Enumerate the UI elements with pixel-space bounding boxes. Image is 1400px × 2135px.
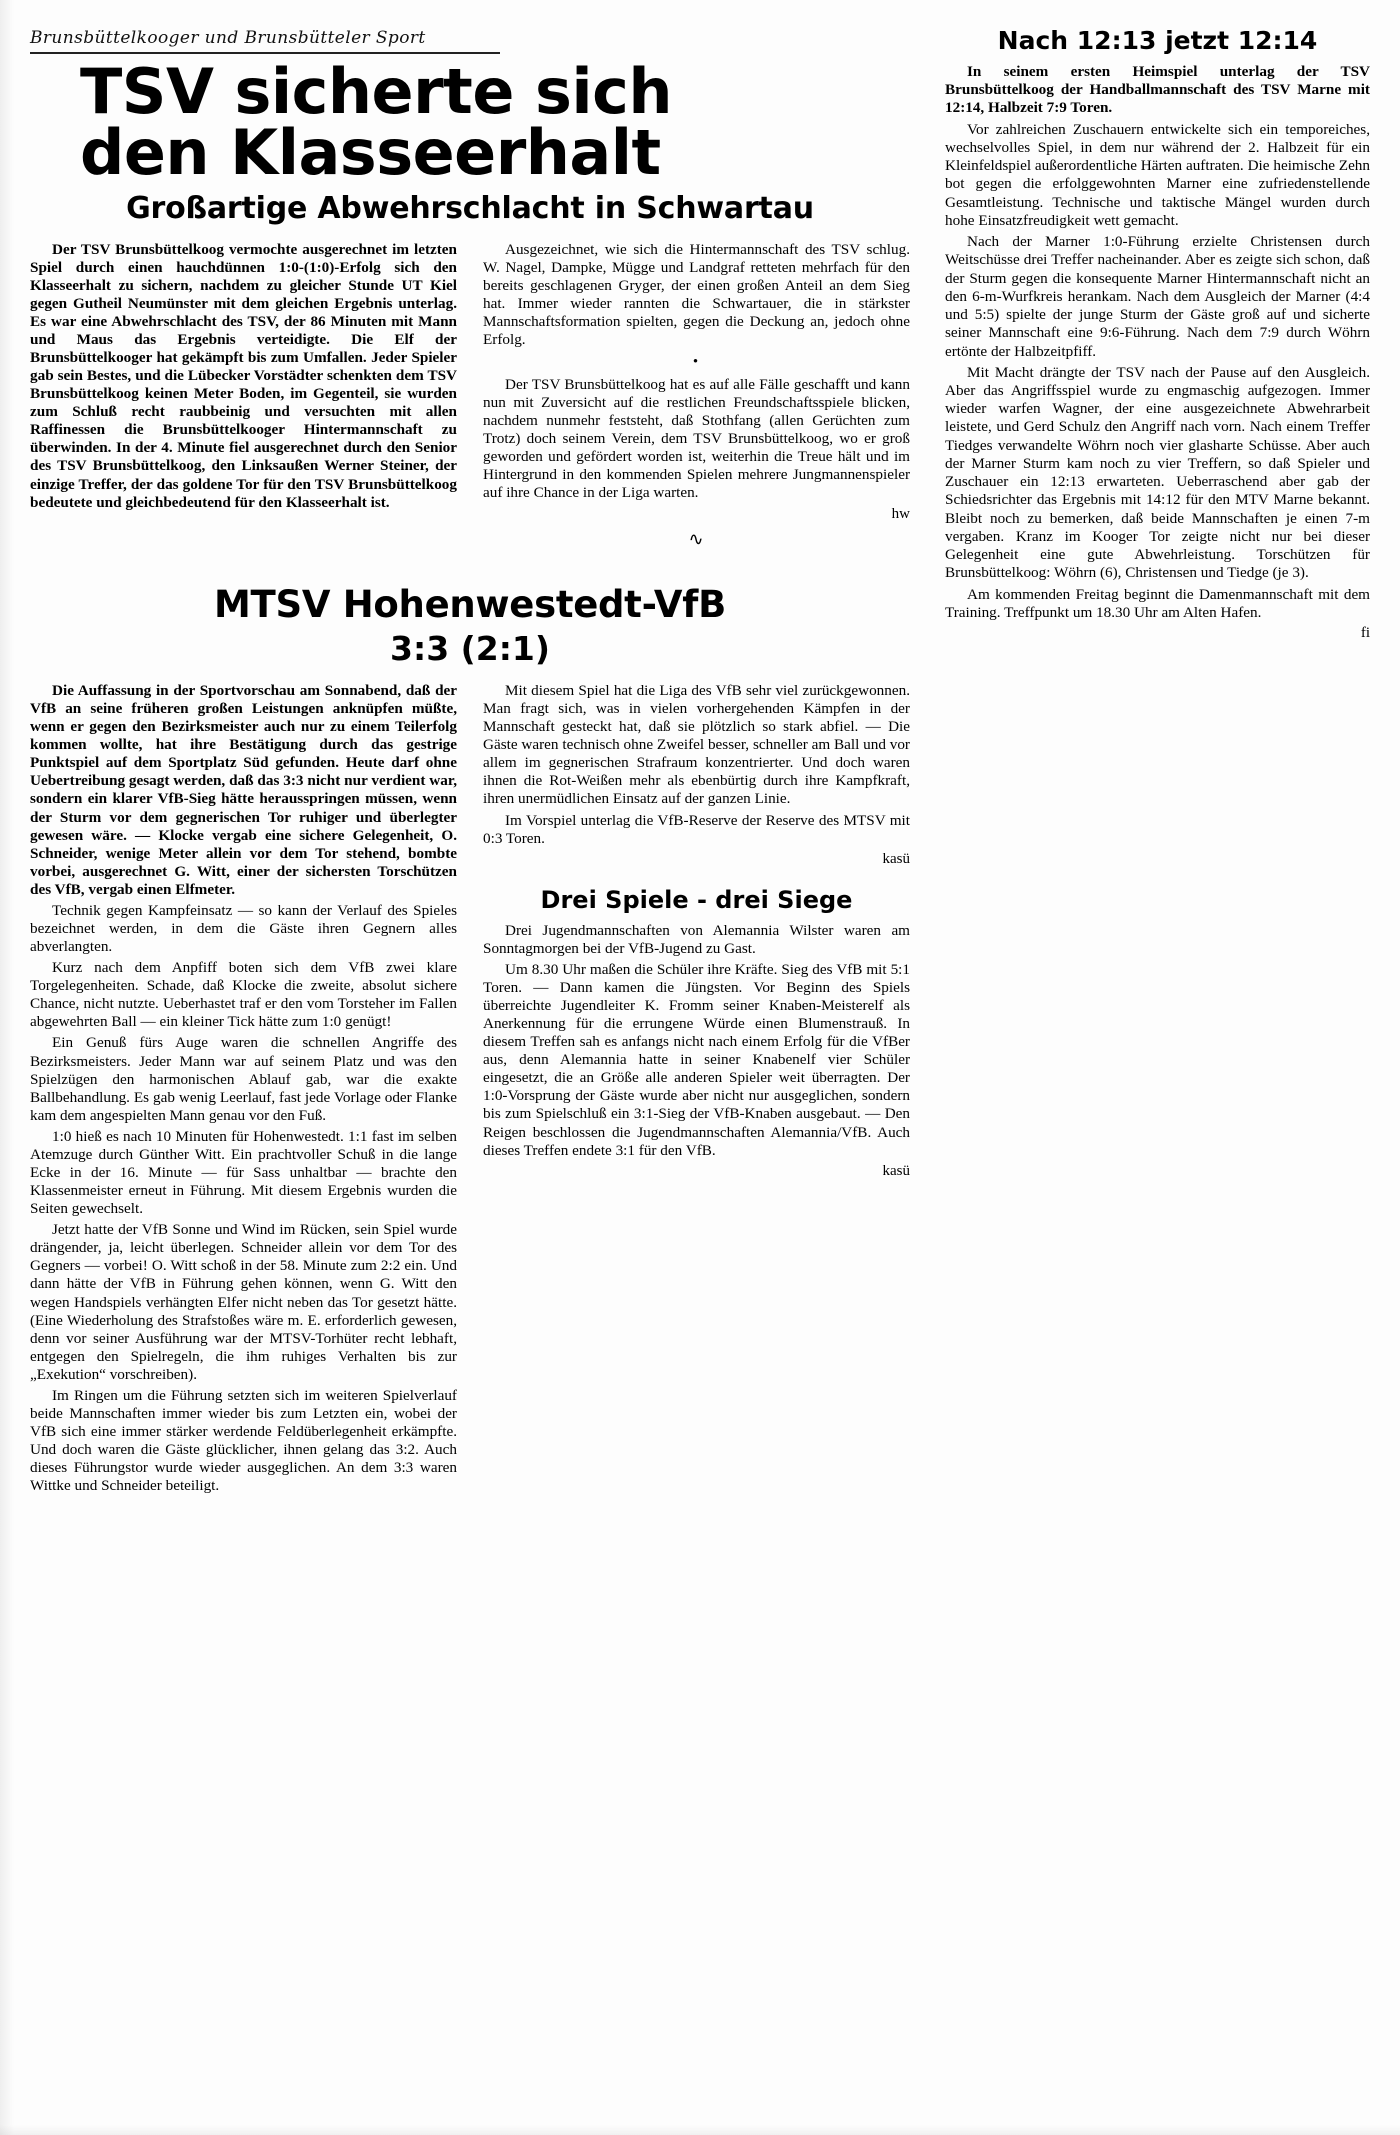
paragraph-separator-dot: • (692, 353, 701, 370)
article-mtsv-hohenwestedt (30, 584, 910, 1499)
article1-subheadline: Großartige Abwehrschlacht in Schwartau (126, 190, 814, 226)
paragraph: Technik gegen Kampfeinsatz — so kann der Verlauf des Spieles bezeichnet werden, in dem die Gäste ihren Gegnern alles abverlangten. (30, 901, 457, 956)
article1-headline (80, 55, 910, 189)
article-handball-marne (945, 26, 1370, 642)
scan-edge-bottom (0, 2125, 1400, 2135)
paragraph: Im Vorspiel unterlag die VfB-Reserve der Reserve des MTSV mit 0:3 Toren. (483, 811, 910, 847)
article1-headline-line1: TSV sicherte sich (80, 55, 673, 128)
article3-signature: kasü (882, 1162, 910, 1179)
article2-body (30, 682, 910, 1498)
paragraph: Jetzt hatte der VfB Sonne und Wind im Rücken, sein Spiel wurde drängender, ja, leicht überlegen. Schneider allein vor dem Tor des Gegners — vorbei! O. Witt schoß in der 58. Minute zum 2:2 ein. Und dann hätte der VfB in Führung gehen können, wenn G. Witt den wegen Handspiels verhängten Elfer nicht neben das Tor gesetzt hätte. (Eine Wiederholung des Strafstoßes wäre m. E. erforderlich gewesen, denn vor seiner Ausführung war der MTSV-Torhüter recht lebhaft, entgegen den Spielregeln, die ihm ruhiges Verhalten bis zur „Exekution“ vorschreiben). (30, 1221, 457, 1383)
paragraph: Um 8.30 Uhr maßen die Schüler ihre Kräfte. Sieg des VfB mit 5:1 Toren. — Dann kamen die Jüngsten. Vor Beginn des Spiels überreichte Jugendleiter K. Fromm seiner Knaben-Meisterelf als Anerkennung für die errungene Würde einen Blumenstrauß. In diesem Treffen sah es anfangs nicht nach einem Erfolg für die VfBer aus, denn Alemannia hatte in seiner Knabenelf vier Schüler eingesetzt, die an Größe alle anderen Spieler weit überragten. Der 1:0-Vorsprung der Gäste wurde aber nicht nur ausgeglichen, sondern bis zum Spielschluß ein 3:1-Sieg der VfB-Knaben ausgebaut. — Den Reigen beschlossen die Jugendmannschaften Alemannia/VfB. Auch dieses Treffen endete 3:1 für den VfB. (483, 960, 910, 1159)
article1-headline-line2: den Klasseerhalt (80, 115, 661, 189)
article2-headline: MTSV Hohenwestedt-VfB (214, 582, 726, 626)
paragraph: Mit diesem Spiel hat die Liga des VfB sehr viel zurückgewonnen. Man fragt sich, was in vielen vorhergehenden Kämpfen in der Mannschaft gesteckt hat, daß sie plötzlich so stark abfiel. — Die Gäste waren technisch ohne Zweifel besser, schneller am Ball und vor allem im gegnerischen Strafraum konzentrierter. Und doch waren ihnen die Rot-Weißen mehr als ebenbürtig durch ihre Kampfkraft, ihren unermüdlichen Einsatz auf der ganzen Linie. (483, 681, 910, 808)
article2-col1 (30, 682, 457, 1498)
paragraph: Die Auffassung in der Sportvorschau am Sonnabend, daß der VfB an seine früheren großen Leistungen anknüpfen müßte, wenn er gegen den Bezirksmeister auch nur zu einem Teilerfolg kommen wollte, hat ihre Bestätigung durch das gestrige Punktspiel auf dem Sportplatz Süd gefunden. Heute darf ohne Uebertreibung gesagt werden, daß das 3:3 nicht nur verdient war, sondern ein klarer VfB-Sieg hätte herausspringen müssen, wenn der Sturm vor dem gegnerischen Tor ruhiger und überlegter gewesen wäre. — Klocke vergab eine sichere Gelegenheit, O. Schneider, wenige Meter allein vor dem Tor stehend, bombte vorbei, ausgerechnet G. Witt, einer der sichersten Torschützen des VfB, vergab einen Elfmeter. (30, 681, 457, 898)
article1-col1 (30, 241, 457, 558)
paragraph: Vor zahlreichen Zuschauern entwickelte sich ein temporeiches, wechselvolles Spiel, in dem nur während der 2. Halbzeit für ein Kleinfeldspiel außerordentliche Härten auftraten. Die heimische Zehn bot gegen die erfolggewohnten Marner eine zufriedenstellende Gesamtleistung. Technische und taktische Mängel wurden durch hohe Einsatzfreudigkeit wett gemacht. (945, 120, 1370, 229)
article-drei-spiele (483, 886, 910, 1180)
paragraph: Am kommenden Freitag beginnt die Damenmannschaft mit dem Training. Treffpunkt um 18.30 Uhr am Alten Hafen. (945, 585, 1370, 621)
paragraph: Im Ringen um die Führung setzten sich im weiteren Spielverlauf beide Mannschaften immer wieder bis zum Letzten ein, wobei der VfB sich eine immer stärker werdende Feldüberlegenheit erkämpfte. Und doch waren die Gäste glücklicher, ihnen gelang das 3:2. Auch dieses Führungstor wurde wieder ausgeglichen. An dem 3:3 waren Wittke und Schneider beteiligt. (30, 1386, 457, 1495)
paragraph: Der TSV Brunsbüttelkoog vermochte ausgerechnet im letzten Spiel durch einen hauchdünnen 1:0-(1:0)-Erfolg sich den Klasseerhalt zu sichern, nachdem zu gleicher Stunde UT Kiel gegen Gutheil Neumünster mit dem gleichen Ergebnis unterlag. Es war eine Abwehrschlacht des TSV, der 86 Minuten mit Mann und Maus das Ergebnis verteidigte. Die Elf der Brunsbüttelkooger hat gekämpft bis zum Umfallen. Jeder Spieler gab sein Bestes, und die Lübecker Vorstädter schenkten dem TSV Brunsbüttelkoog keinen Meter Boden, im Gegenteil, sie wurden zum Schluß recht raubbeinig und versuchten mit allen Raffinessen die Brunsbüttelkooger Hintermannschaft zu überwinden. In der 4. Minute fiel ausgerechnet durch den Senior des TSV Brunsbüttelkoog, den Linksaußen Werner Steiner, der einzige Treffer, der das goldene Tor für den TSV Brunsbüttelkoog bedeutete und gleichbedeutend für den Klasseerhalt ist. (30, 240, 457, 511)
article2-col2 (483, 682, 910, 1498)
article4-signature: fi (1360, 625, 1370, 642)
article1-signature: hw (891, 505, 910, 522)
paragraph: 1:0 hieß es nach 10 Minuten für Hohenwestedt. 1:1 fast im selben Atemzuge durch Günther Witt. Ein prachtvoller Schuß in die lange Ecke in der 16. Minute — für Sass unhaltbar — brachte den Klassenmeister erneut in Führung. Mit diesem Ergebnis wurden die Seiten gewechselt. (30, 1127, 457, 1218)
section-separator-icon: ∿ (688, 528, 705, 549)
main-column (30, 55, 910, 1498)
scan-edge-left (0, 0, 14, 2135)
paragraph: Kurz nach dem Anpfiff boten sich dem VfB zwei klare Torgelegenheiten. Schade, daß Klocke die zweite, absolut sichere Chance, nicht nutzte. Ueberhastet traf er den vom Torsteher im Fallen abgewehrten Ball — ein kleiner Tick hätte zum 1:0 genügt! (30, 959, 457, 1031)
paragraph: Mit Macht drängte der TSV nach der Pause auf den Ausgleich. Aber das Angriffsspiel wurde zu engmaschig aufgezogen. Immer wieder warfen Wagner, der eine ausgezeichnete Abwehrarbeit leistete, und Gerd Schulz den Angriff nach vorn. Nach einem Treffer Tiedges verwandelte Wöhrn noch vier glasharte Schüsse. Aber auch der Marner Sturm kam noch zu vier Treffern, so daß Spieler und Zuschauer ein 12:13 erwarteten. Ueberraschend aber gab der Schiedsrichter das Ergebnis mit 14:12 für den MTV Marne bekannt. Bleibt noch zu bemerken, daß beide Mannschaften je einen 7-m vergaben. Kranz im Kooger Tor zeigte nicht nur bei dieser Gelegenheit eine gute Abwehrleistung. Torschützen für Brunsbüttelkoog: Wöhrn (6), Christensen und Tiedge (je 3). (945, 363, 1370, 582)
article3-headline: Drei Spiele - drei Siege (540, 885, 853, 914)
paragraph: In seinem ersten Heimspiel unterlag der TSV Brunsbüttelkoog der Handballmannschaft des TSV Marne mit 12:14, Halbzeit 7:9 Toren. (945, 63, 1370, 117)
paragraph: Ausgezeichnet, wie sich die Hintermannschaft des TSV schlug. W. Nagel, Dampke, Mügge und Landgraf retteten mehrfach für den bereits geschlagenen Gryger, der einen großen Anteil an dem Sieg hat. Immer wieder rannten die Schwartauer, die in stärkster Mannschaftsformation spielten, gegen die Deckung an, jedoch ohne Erfolg. (483, 240, 910, 348)
article1-body (30, 241, 910, 558)
article2-signature: kasü (882, 850, 910, 867)
masthead: Brunsbüttelkooger und Brunsbütteler Sport (30, 28, 500, 54)
paragraph: Der TSV Brunsbüttelkoog hat es auf alle Fälle geschafft und kann nun mit Zuversicht auf die restlichen Freundschaftsspiele blicken, nachdem nunmehr feststeht, daß Stothfang (allen Gerüchten zum Trotz) doch seinem Verein, dem TSV Brunsbüttelkoog, wo er groß geworden und gefördert worden ist, weiterhin die Treue hält und im Hintergrund in den kommenden Spielen mehrere Jungmannenspieler auf ihre Chance in der Liga warten. (483, 375, 910, 502)
article-tsv-klasseerhalt (30, 55, 910, 558)
article4-headline: Nach 12:13 jetzt 12:14 (997, 26, 1318, 55)
article1-col2 (483, 241, 910, 558)
article2-score: 3:3 (2:1) (390, 628, 550, 668)
paragraph: Ein Genuß fürs Auge waren die schnellen Angriffe des Bezirksmeisters. Jeder Mann war auf seinem Platz und was den Spielzügen den harmonischen Ablauf gab, war die exakte Ballbehandlung. Es gab wenig Leerlauf, fast jede Vorlage oder Flanke kam dem angespielten Mann genau vor den Fuß. (30, 1034, 457, 1124)
paragraph: Nach der Marner 1:0-Führung erzielte Christensen durch Weitschüsse drei Treffer nacheinander. Aber es zeigte sich schon, daß der Sturm gegen die konsequente Marner Hintermannschaft nicht an den 6-m-Wurfkreis herankam. Nach dem Ausgleich der Marner (4:4 und 5:5) spielte der junge Sturm der Gäste groß auf und sicherte seiner Mannschaft eine 9:6-Führung. Nach dem 7:9 durch Wöhrn ertönte der Halbzeitpfiff. (945, 233, 1370, 360)
paragraph: Drei Jugendmannschaften von Alemannia Wilster waren am Sonntagmorgen bei der VfB-Jugend zu Gast. (483, 921, 910, 957)
